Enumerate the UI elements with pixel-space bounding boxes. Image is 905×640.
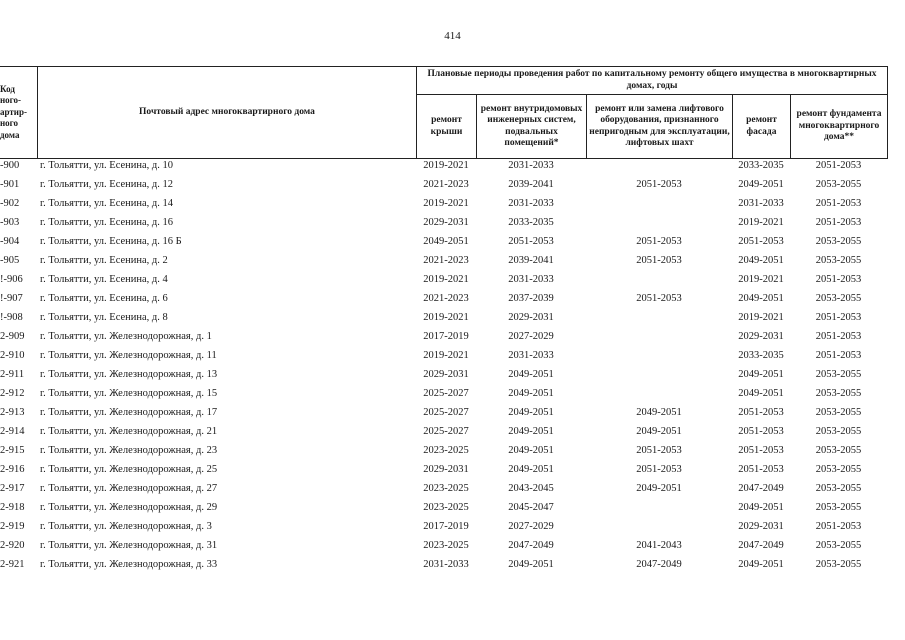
row-roof-period: 2029-2031 (423, 217, 469, 228)
row-facade-period: 2049-2051 (738, 255, 784, 266)
header-facade: ремонт фасада (732, 94, 791, 159)
row-roof-period: 2017-2019 (423, 331, 469, 342)
row-address: г. Тольятти, ул. Есенина, д. 8 (40, 312, 168, 323)
header-code: Код ного-артир-ного дома (0, 66, 38, 159)
row-address: г. Тольятти, ул. Есенина, д. 10 (40, 160, 174, 171)
row-code: 2-916 (0, 464, 25, 475)
row-foundation-period: 2053-2055 (815, 559, 862, 570)
row-elevator-period: 2049-2051 (636, 407, 682, 418)
table-row (0, 291, 905, 310)
row-code: -900 (0, 160, 20, 171)
row-foundation-period: 2053-2055 (815, 369, 862, 380)
row-engineering-period: 2029-2031 (508, 312, 554, 323)
row-code: 2-918 (0, 502, 25, 513)
row-roof-period: 2023-2025 (423, 540, 469, 551)
row-foundation-period: 2051-2053 (815, 331, 862, 342)
row-code: 2-914 (0, 426, 25, 437)
header-address: Почтовый адрес многоквартирного дома (37, 66, 417, 159)
row-roof-period: 2019-2021 (423, 274, 469, 285)
row-facade-period: 2051-2053 (738, 445, 784, 456)
row-address: г. Тольятти, ул. Есенина, д. 14 (40, 198, 174, 209)
table-row (0, 177, 905, 196)
table-row (0, 196, 905, 215)
row-roof-period: 2017-2019 (423, 521, 469, 532)
row-address: г. Тольятти, ул. Железнодорожная, д. 17 (40, 407, 218, 418)
table-row (0, 386, 905, 405)
row-foundation-period: 2053-2055 (815, 255, 862, 266)
row-engineering-period: 2033-2035 (508, 217, 554, 228)
table-row (0, 443, 905, 462)
header-periods: Плановые периоды проведения работ по капитальному ремонту общего имущества в многоквартирных домах, годы (416, 66, 888, 95)
row-address: г. Тольятти, ул. Есенина, д. 4 (40, 274, 168, 285)
row-address: г. Тольятти, ул. Есенина, д. 16 Б (40, 236, 182, 247)
row-code: -901 (0, 179, 20, 190)
row-code: 2-915 (0, 445, 25, 456)
row-roof-period: 2019-2021 (423, 198, 469, 209)
row-elevator-period: 2049-2051 (636, 483, 682, 494)
row-code: 2-917 (0, 483, 25, 494)
row-engineering-period: 2027-2029 (508, 331, 554, 342)
row-facade-period: 2051-2053 (738, 426, 784, 437)
row-facade-period: 2029-2031 (738, 331, 784, 342)
row-address: г. Тольятти, ул. Железнодорожная, д. 15 (40, 388, 218, 399)
row-facade-period: 2051-2053 (738, 464, 784, 475)
row-foundation-period: 2051-2053 (815, 160, 862, 171)
table-row (0, 329, 905, 348)
header-foundation: ремонт фундамента многоквартирного дома** (790, 94, 888, 159)
row-address: г. Тольятти, ул. Железнодорожная, д. 13 (40, 369, 218, 380)
table-row (0, 367, 905, 386)
row-address: г. Тольятти, ул. Железнодорожная, д. 33 (40, 559, 218, 570)
row-facade-period: 2033-2035 (738, 350, 784, 361)
row-roof-period: 2031-2033 (423, 559, 469, 570)
row-foundation-period: 2053-2055 (815, 464, 862, 475)
row-engineering-period: 2043-2045 (508, 483, 554, 494)
row-address: г. Тольятти, ул. Железнодорожная, д. 1 (40, 331, 212, 342)
row-foundation-period: 2053-2055 (815, 426, 862, 437)
row-code: 2-921 (0, 559, 25, 570)
row-facade-period: 2049-2051 (738, 502, 784, 513)
row-facade-period: 2049-2051 (738, 559, 784, 570)
table-row (0, 310, 905, 329)
row-facade-period: 2049-2051 (738, 388, 784, 399)
row-foundation-period: 2051-2053 (815, 217, 862, 228)
row-elevator-period: 2051-2053 (636, 445, 682, 456)
row-engineering-period: 2049-2051 (508, 559, 554, 570)
row-foundation-period: 2053-2055 (815, 388, 862, 399)
row-facade-period: 2019-2021 (738, 312, 784, 323)
row-facade-period: 2049-2051 (738, 179, 784, 190)
row-engineering-period: 2049-2051 (508, 445, 554, 456)
row-address: г. Тольятти, ул. Есенина, д. 12 (40, 179, 174, 190)
page-number: 414 (444, 30, 461, 42)
row-code: !-906 (0, 274, 23, 285)
row-code: -903 (0, 217, 20, 228)
row-facade-period: 2049-2051 (738, 369, 784, 380)
row-roof-period: 2023-2025 (423, 445, 469, 456)
table-row (0, 405, 905, 424)
row-roof-period: 2049-2051 (423, 236, 469, 247)
table-row (0, 424, 905, 443)
row-engineering-period: 2027-2029 (508, 521, 554, 532)
row-code: 2-919 (0, 521, 25, 532)
row-address: г. Тольятти, ул. Есенина, д. 6 (40, 293, 168, 304)
row-engineering-period: 2031-2033 (508, 198, 554, 209)
row-elevator-period: 2051-2053 (636, 179, 682, 190)
row-engineering-period: 2031-2033 (508, 274, 554, 285)
row-foundation-period: 2051-2053 (815, 274, 862, 285)
row-engineering-period: 2037-2039 (508, 293, 554, 304)
row-elevator-period: 2051-2053 (636, 293, 682, 304)
row-roof-period: 2019-2021 (423, 160, 469, 171)
row-engineering-period: 2031-2033 (508, 160, 554, 171)
row-code: 2-910 (0, 350, 25, 361)
row-facade-period: 2031-2033 (738, 198, 784, 209)
row-engineering-period: 2039-2041 (508, 255, 554, 266)
table-row (0, 538, 905, 557)
row-elevator-period: 2051-2053 (636, 255, 682, 266)
table-row (0, 272, 905, 291)
row-engineering-period: 2031-2033 (508, 350, 554, 361)
row-address: г. Тольятти, ул. Железнодорожная, д. 29 (40, 502, 218, 513)
row-roof-period: 2025-2027 (423, 426, 469, 437)
row-facade-period: 2019-2021 (738, 217, 784, 228)
row-roof-period: 2025-2027 (423, 407, 469, 418)
row-address: г. Тольятти, ул. Железнодорожная, д. 25 (40, 464, 218, 475)
row-engineering-period: 2049-2051 (508, 369, 554, 380)
table-row (0, 481, 905, 500)
row-foundation-period: 2053-2055 (815, 236, 862, 247)
row-facade-period: 2051-2053 (738, 407, 784, 418)
row-address: г. Тольятти, ул. Железнодорожная, д. 31 (40, 540, 218, 551)
row-elevator-period: 2051-2053 (636, 464, 682, 475)
table-row (0, 158, 905, 177)
row-address: г. Тольятти, ул. Железнодорожная, д. 21 (40, 426, 218, 437)
row-facade-period: 2029-2031 (738, 521, 784, 532)
row-code: 2-912 (0, 388, 25, 399)
row-foundation-period: 2053-2055 (815, 179, 862, 190)
row-elevator-period: 2041-2043 (636, 540, 682, 551)
table-row (0, 557, 905, 576)
header-roof: ремонт крыши (416, 94, 477, 159)
row-engineering-period: 2051-2053 (508, 236, 554, 247)
row-elevator-period: 2047-2049 (636, 559, 682, 570)
row-elevator-period: 2049-2051 (636, 426, 682, 437)
row-foundation-period: 2053-2055 (815, 502, 862, 513)
row-code: !-907 (0, 293, 23, 304)
table-row (0, 519, 905, 538)
row-foundation-period: 2053-2055 (815, 445, 862, 456)
row-foundation-period: 2053-2055 (815, 483, 862, 494)
row-address: г. Тольятти, ул. Железнодорожная, д. 11 (40, 350, 217, 361)
row-roof-period: 2021-2023 (423, 293, 469, 304)
row-address: г. Тольятти, ул. Железнодорожная, д. 27 (40, 483, 218, 494)
row-engineering-period: 2049-2051 (508, 464, 554, 475)
table-row (0, 215, 905, 234)
row-roof-period: 2019-2021 (423, 350, 469, 361)
row-facade-period: 2047-2049 (738, 483, 784, 494)
row-address: г. Тольятти, ул. Железнодорожная, д. 3 (40, 521, 212, 532)
row-engineering-period: 2047-2049 (508, 540, 554, 551)
header-engineering: ремонт внутридомовых инженерных систем, подвальных помещений* (476, 94, 587, 159)
row-address: г. Тольятти, ул. Есенина, д. 2 (40, 255, 168, 266)
row-engineering-period: 2049-2051 (508, 407, 554, 418)
row-engineering-period: 2039-2041 (508, 179, 554, 190)
table-row (0, 348, 905, 367)
row-elevator-period: 2051-2053 (636, 236, 682, 247)
row-roof-period: 2023-2025 (423, 483, 469, 494)
row-roof-period: 2021-2023 (423, 179, 469, 190)
table-row (0, 462, 905, 481)
row-code: 2-913 (0, 407, 25, 418)
row-roof-period: 2029-2031 (423, 464, 469, 475)
row-engineering-period: 2049-2051 (508, 426, 554, 437)
row-address: г. Тольятти, ул. Железнодорожная, д. 23 (40, 445, 218, 456)
table-row (0, 234, 905, 253)
row-roof-period: 2023-2025 (423, 502, 469, 513)
row-roof-period: 2025-2027 (423, 388, 469, 399)
row-facade-period: 2019-2021 (738, 274, 784, 285)
row-code: 2-909 (0, 331, 25, 342)
row-facade-period: 2047-2049 (738, 540, 784, 551)
row-code: !-908 (0, 312, 23, 323)
row-engineering-period: 2049-2051 (508, 388, 554, 399)
row-roof-period: 2021-2023 (423, 255, 469, 266)
row-facade-period: 2051-2053 (738, 236, 784, 247)
row-foundation-period: 2051-2053 (815, 198, 862, 209)
row-code: -904 (0, 236, 20, 247)
row-foundation-period: 2053-2055 (815, 293, 862, 304)
header-elevator: ремонт или замена лифтового оборудования, признанного непригодным для эксплуатации, лифтовых шахт (586, 94, 733, 159)
table-row (0, 500, 905, 519)
row-code: 2-911 (0, 369, 25, 380)
row-engineering-period: 2045-2047 (508, 502, 554, 513)
row-roof-period: 2029-2031 (423, 369, 469, 380)
row-code: -902 (0, 198, 20, 209)
row-code: -905 (0, 255, 20, 266)
row-roof-period: 2019-2021 (423, 312, 469, 323)
row-code: 2-920 (0, 540, 25, 551)
row-foundation-period: 2053-2055 (815, 540, 862, 551)
row-facade-period: 2049-2051 (738, 293, 784, 304)
table-row (0, 253, 905, 272)
row-foundation-period: 2053-2055 (815, 407, 862, 418)
row-foundation-period: 2051-2053 (815, 521, 862, 532)
row-address: г. Тольятти, ул. Есенина, д. 16 (40, 217, 174, 228)
row-foundation-period: 2051-2053 (815, 312, 862, 323)
row-foundation-period: 2051-2053 (815, 350, 862, 361)
row-facade-period: 2033-2035 (738, 160, 784, 171)
